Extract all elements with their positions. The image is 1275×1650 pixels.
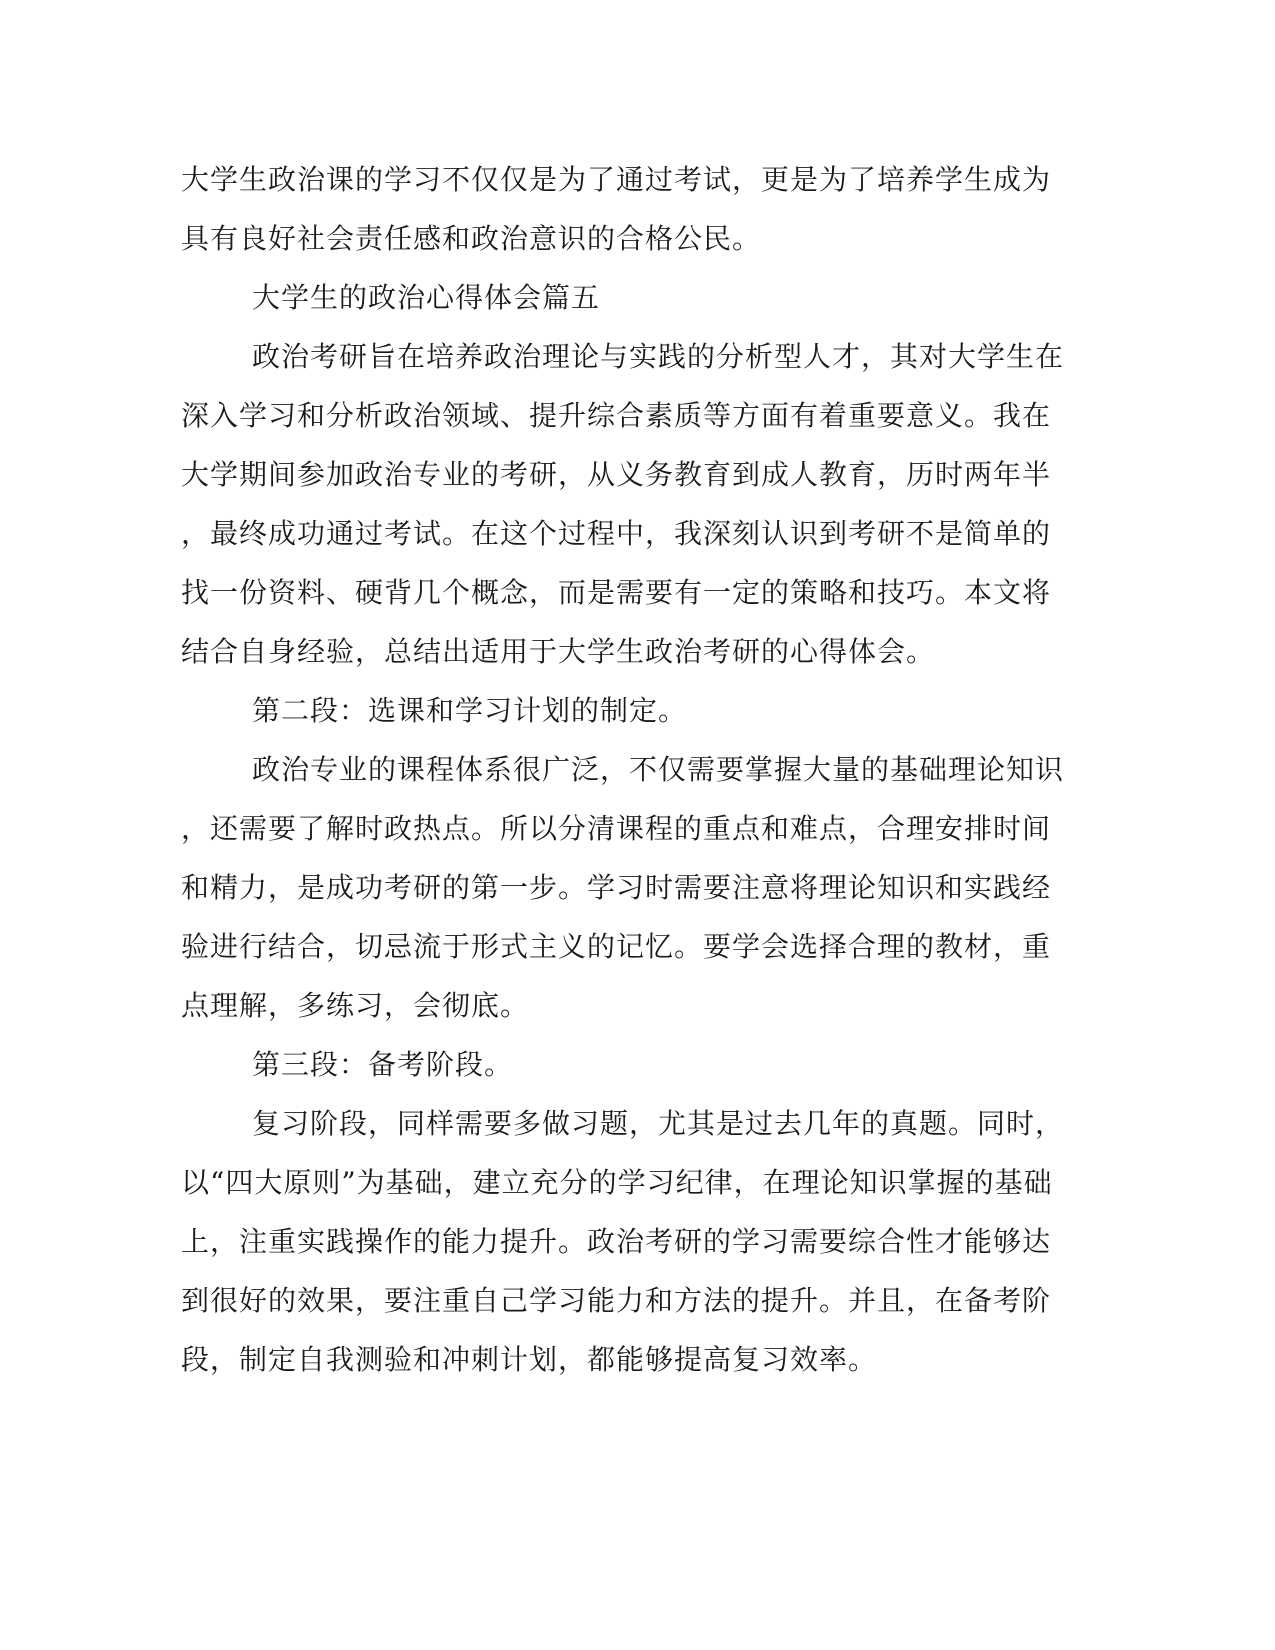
text-line: 政治考研旨在培养政治理论与实践的分析型人才，其对大学生在 (252, 340, 1065, 373)
text-line: 深入学习和分析政治领域、提升综合素质等方面有着重要意义。我在 (181, 399, 1052, 432)
text-line: 验进行结合，切忌流于形式主义的记忆。要学会选择合理的教材，重 (181, 930, 1052, 963)
section-heading: 第二段：选课和学习计划的制定。 (252, 694, 688, 727)
document-body (181, 150, 1065, 1389)
text-line: 以“四大原则”为基础，建立充分的学习纪律，在理论知识掌握的基础 (181, 1166, 1053, 1199)
section-heading: 第三段：备考阶段。 (252, 1048, 514, 1081)
text-line: 复习阶段，同样需要多做习题，尤其是过去几年的真题。同时， (252, 1107, 1065, 1140)
text-line: ，最终成功通过考试。在这个过程中，我深刻认识到考研不是简单的 (181, 517, 1052, 550)
text-line: 上，注重实践操作的能力提升。政治考研的学习需要综合性才能够达 (181, 1225, 1052, 1258)
text-line: ，还需要了解时政热点。所以分清课程的重点和难点，合理安排时间 (181, 812, 1052, 845)
text-line: 段，制定自我测验和冲刺计划，都能够提高复习效率。 (181, 1343, 878, 1376)
text-line: 结合自身经验，总结出适用于大学生政治考研的心得体会。 (181, 635, 936, 668)
text-line: 到很好的效果，要注重自己学习能力和方法的提升。并且，在备考阶 (181, 1284, 1052, 1317)
text-line: 大学生政治课的学习不仅仅是为了通过考试，更是为了培养学生成为 (181, 163, 1052, 196)
text-line: 具有良好社会责任感和政治意识的合格公民。 (181, 222, 762, 255)
text-line: 找一份资料、硬背几个概念，而是需要有一定的策略和技巧。本文将 (181, 576, 1052, 609)
text-line: 点理解，多练习，会彻底。 (181, 989, 530, 1022)
text-line: 和精力，是成功考研的第一步。学习时需要注意将理论知识和实践经 (181, 871, 1052, 904)
text-line: 大学期间参加政治专业的考研，从义务教育到成人教育，历时两年半 (181, 458, 1052, 491)
section-heading: 大学生的政治心得体会篇五 (252, 281, 601, 314)
text-line: 政治专业的课程体系很广泛，不仅需要掌握大量的基础理论知识 (252, 753, 1065, 786)
